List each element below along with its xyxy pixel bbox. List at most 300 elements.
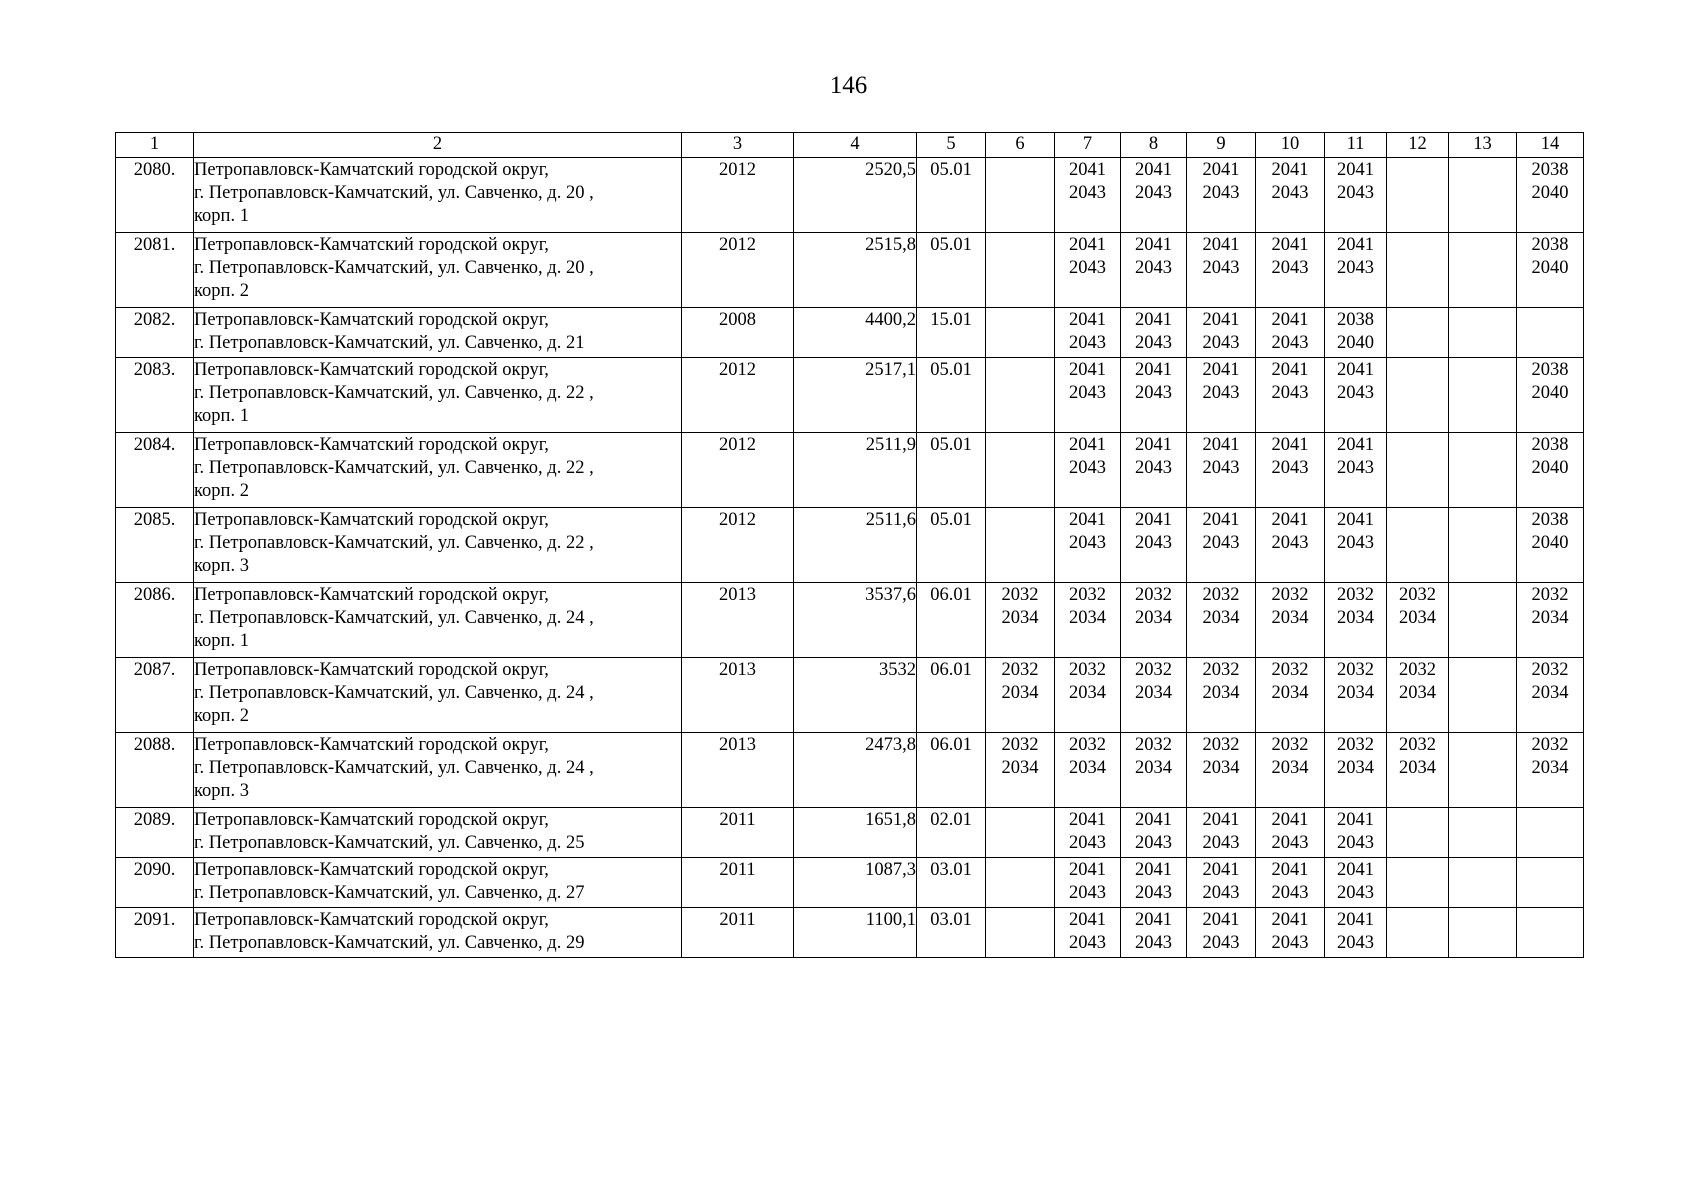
row-number-cell: 2087. [116, 658, 194, 733]
period-cell-6 [986, 658, 1055, 733]
row-number-cell: 2085. [116, 508, 194, 583]
period-cell-14 [1517, 908, 1584, 958]
period-cell-6 [986, 158, 1055, 233]
table-row [116, 908, 1584, 958]
period-year: 2041 [1271, 160, 1309, 180]
row-number-cell: 2090. [116, 858, 194, 908]
period-year: 2041 [1202, 510, 1240, 530]
period-year: 2040 [1531, 183, 1569, 203]
period-cell-8 [1121, 583, 1187, 658]
period-year: 2041 [1271, 310, 1309, 330]
row-number-cell: 2088. [116, 733, 194, 808]
period-year: 2041 [1271, 510, 1309, 530]
period-cell-6 [986, 308, 1055, 358]
period-cell-8 [1121, 508, 1187, 583]
period-cell-10 [1256, 733, 1325, 808]
period-year: 2043 [1202, 183, 1240, 203]
period-year: 2034 [1135, 758, 1172, 778]
period-cell-13 [1449, 658, 1517, 733]
address-line: корп. 1 [194, 206, 249, 226]
column-header: 9 [1187, 133, 1256, 158]
period-cell-9 [1187, 308, 1256, 358]
period-cell-11 [1325, 233, 1387, 308]
year-cell: 2012 [682, 358, 794, 433]
period-year: 2043 [1069, 383, 1106, 403]
period-year: 2043 [1271, 458, 1309, 478]
period-year: 2032 [1337, 660, 1374, 680]
address-line: Петропавловск-Камчатский городской округ, [194, 310, 549, 330]
area-cell: 2517,1 [794, 358, 917, 433]
code-cell: 06.01 [917, 658, 986, 733]
year-cell: 2012 [682, 233, 794, 308]
period-cell-13 [1449, 358, 1517, 433]
period-cell-9 [1187, 908, 1256, 958]
address-line: г. Петропавловск-Камчатский, ул. Савченко, д. 22 , [194, 533, 594, 553]
period-cell-13 [1449, 808, 1517, 858]
code-cell: 03.01 [917, 908, 986, 958]
period-year: 2032 [1271, 735, 1309, 755]
period-year: 2032 [1271, 585, 1309, 605]
period-year: 2041 [1069, 860, 1106, 880]
period-cell-8 [1121, 808, 1187, 858]
table-row [116, 233, 1584, 308]
period-year: 2041 [1135, 435, 1172, 455]
address-line: Петропавловск-Камчатский городской округ, [194, 735, 549, 755]
period-year: 2043 [1202, 258, 1240, 278]
period-year: 2043 [1337, 258, 1374, 278]
period-year: 2034 [1531, 608, 1569, 628]
period-cell-9 [1187, 858, 1256, 908]
period-year: 2034 [1202, 758, 1240, 778]
period-year: 2032 [1399, 735, 1436, 755]
period-cell-11 [1325, 308, 1387, 358]
period-year: 2034 [1399, 608, 1436, 628]
code-cell: 05.01 [917, 233, 986, 308]
period-year: 2032 [1271, 660, 1309, 680]
period-year: 2041 [1271, 235, 1309, 255]
period-cell-7 [1055, 308, 1121, 358]
period-cell-6 [986, 433, 1055, 508]
period-year: 2041 [1069, 435, 1106, 455]
column-header: 11 [1325, 133, 1387, 158]
period-year: 2041 [1271, 360, 1309, 380]
address-line: Петропавловск-Камчатский городской округ, [194, 510, 549, 530]
period-cell-14 [1517, 658, 1584, 733]
period-cell-7 [1055, 158, 1121, 233]
period-year: 2043 [1135, 183, 1172, 203]
period-cell-6 [986, 233, 1055, 308]
year-cell: 2012 [682, 508, 794, 583]
period-year: 2034 [1271, 608, 1309, 628]
address-line: Петропавловск-Камчатский городской округ, [194, 360, 549, 380]
column-header: 4 [794, 133, 917, 158]
period-year: 2032 [1399, 585, 1436, 605]
code-cell: 06.01 [917, 583, 986, 658]
period-year: 2043 [1337, 883, 1374, 903]
address-cell [194, 908, 682, 958]
table-row [116, 358, 1584, 433]
address-line: г. Петропавловск-Камчатский, ул. Савченко, д. 24 , [194, 758, 594, 778]
address-line: г. Петропавловск-Камчатский, ул. Савченко, д. 25 [194, 833, 585, 853]
period-cell-12 [1387, 358, 1449, 433]
period-year: 2038 [1531, 235, 1569, 255]
period-cell-14 [1517, 858, 1584, 908]
period-cell-10 [1256, 908, 1325, 958]
column-header: 7 [1055, 133, 1121, 158]
period-year: 2032 [1001, 660, 1039, 680]
period-year: 2041 [1202, 310, 1240, 330]
code-cell: 03.01 [917, 858, 986, 908]
period-cell-13 [1449, 858, 1517, 908]
period-cell-8 [1121, 358, 1187, 433]
period-year: 2043 [1202, 833, 1240, 853]
address-cell [194, 508, 682, 583]
area-cell: 1651,8 [794, 808, 917, 858]
address-line: корп. 3 [194, 781, 249, 801]
period-year: 2043 [1202, 458, 1240, 478]
period-cell-7 [1055, 733, 1121, 808]
period-year: 2038 [1531, 160, 1569, 180]
period-year: 2038 [1531, 510, 1569, 530]
period-year: 2041 [1337, 435, 1374, 455]
period-cell-11 [1325, 583, 1387, 658]
period-cell-11 [1325, 733, 1387, 808]
period-cell-8 [1121, 858, 1187, 908]
column-header: 14 [1517, 133, 1584, 158]
period-cell-8 [1121, 908, 1187, 958]
period-year: 2041 [1069, 310, 1106, 330]
table-body [116, 158, 1584, 958]
period-year: 2043 [1202, 383, 1240, 403]
period-year: 2034 [1069, 683, 1106, 703]
period-year: 2041 [1337, 510, 1374, 530]
period-year: 2043 [1202, 933, 1240, 953]
period-year: 2038 [1531, 360, 1569, 380]
address-line: Петропавловск-Камчатский городской округ, [194, 910, 549, 930]
column-header: 1 [116, 133, 194, 158]
address-cell [194, 433, 682, 508]
period-cell-12 [1387, 858, 1449, 908]
period-year: 2041 [1202, 810, 1240, 830]
period-year: 2043 [1135, 258, 1172, 278]
period-cell-9 [1187, 358, 1256, 433]
code-cell: 05.01 [917, 433, 986, 508]
period-year: 2034 [1531, 683, 1569, 703]
period-year: 2041 [1202, 160, 1240, 180]
period-cell-7 [1055, 433, 1121, 508]
period-cell-9 [1187, 658, 1256, 733]
period-year: 2043 [1135, 833, 1172, 853]
period-cell-6 [986, 733, 1055, 808]
period-cell-6 [986, 808, 1055, 858]
period-cell-10 [1256, 433, 1325, 508]
period-cell-14 [1517, 358, 1584, 433]
period-year: 2041 [1337, 860, 1374, 880]
period-cell-8 [1121, 233, 1187, 308]
code-cell: 15.01 [917, 308, 986, 358]
row-number-cell: 2086. [116, 583, 194, 658]
column-header: 10 [1256, 133, 1325, 158]
address-line: корп. 2 [194, 281, 249, 301]
period-year: 2043 [1135, 458, 1172, 478]
period-cell-13 [1449, 508, 1517, 583]
period-year: 2043 [1135, 933, 1172, 953]
address-line: г. Петропавловск-Камчатский, ул. Савченко, д. 21 [194, 333, 585, 353]
period-year: 2043 [1271, 883, 1309, 903]
period-cell-11 [1325, 908, 1387, 958]
period-year: 2034 [1337, 608, 1374, 628]
period-cell-7 [1055, 908, 1121, 958]
area-cell: 3532 [794, 658, 917, 733]
period-year: 2040 [1531, 258, 1569, 278]
period-cell-7 [1055, 858, 1121, 908]
period-year: 2043 [1135, 383, 1172, 403]
table-row [116, 858, 1584, 908]
code-cell: 05.01 [917, 508, 986, 583]
address-line: корп. 2 [194, 706, 249, 726]
column-header: 2 [194, 133, 682, 158]
column-header: 3 [682, 133, 794, 158]
period-year: 2041 [1135, 910, 1172, 930]
period-year: 2034 [1337, 758, 1374, 778]
period-year: 2043 [1271, 933, 1309, 953]
table-row [116, 508, 1584, 583]
address-line: г. Петропавловск-Камчатский, ул. Савченко, д. 22 , [194, 458, 594, 478]
period-cell-12 [1387, 808, 1449, 858]
period-year: 2041 [1202, 235, 1240, 255]
period-year: 2043 [1069, 183, 1106, 203]
period-cell-10 [1256, 858, 1325, 908]
address-line: Петропавловск-Камчатский городской округ, [194, 810, 549, 830]
row-number-cell: 2082. [116, 308, 194, 358]
period-cell-14 [1517, 733, 1584, 808]
code-cell: 05.01 [917, 158, 986, 233]
period-year: 2041 [1337, 160, 1374, 180]
period-year: 2043 [1069, 883, 1106, 903]
period-cell-11 [1325, 658, 1387, 733]
period-cell-13 [1449, 233, 1517, 308]
period-year: 2034 [1001, 683, 1039, 703]
year-cell: 2012 [682, 433, 794, 508]
period-cell-10 [1256, 233, 1325, 308]
period-year: 2043 [1069, 333, 1106, 353]
period-year: 2040 [1337, 333, 1374, 353]
year-cell: 2011 [682, 908, 794, 958]
period-year: 2041 [1069, 235, 1106, 255]
period-cell-7 [1055, 358, 1121, 433]
period-year: 2032 [1531, 660, 1569, 680]
period-year: 2043 [1069, 533, 1106, 553]
period-cell-10 [1256, 158, 1325, 233]
period-year: 2040 [1531, 458, 1569, 478]
period-year: 2041 [1337, 360, 1374, 380]
period-cell-12 [1387, 733, 1449, 808]
address-cell [194, 808, 682, 858]
period-year: 2032 [1069, 660, 1106, 680]
period-year: 2034 [1271, 683, 1309, 703]
period-cell-9 [1187, 158, 1256, 233]
period-year: 2043 [1337, 458, 1374, 478]
period-cell-12 [1387, 158, 1449, 233]
period-cell-12 [1387, 583, 1449, 658]
address-line: г. Петропавловск-Камчатский, ул. Савченко, д. 29 [194, 933, 585, 953]
period-year: 2043 [1069, 833, 1106, 853]
period-year: 2032 [1399, 660, 1436, 680]
period-year: 2043 [1337, 183, 1374, 203]
period-year: 2032 [1202, 660, 1240, 680]
period-year: 2032 [1069, 735, 1106, 755]
period-year: 2043 [1337, 533, 1374, 553]
period-year: 2038 [1337, 310, 1374, 330]
period-cell-8 [1121, 158, 1187, 233]
table-row [116, 733, 1584, 808]
period-cell-12 [1387, 308, 1449, 358]
address-cell [194, 858, 682, 908]
period-year: 2041 [1337, 810, 1374, 830]
address-line: корп. 1 [194, 631, 249, 651]
address-cell [194, 733, 682, 808]
period-year: 2040 [1531, 383, 1569, 403]
table-row [116, 308, 1584, 358]
period-cell-8 [1121, 433, 1187, 508]
period-year: 2043 [1337, 933, 1374, 953]
period-cell-14 [1517, 808, 1584, 858]
address-line: г. Петропавловск-Камчатский, ул. Савченко, д. 24 , [194, 608, 594, 628]
period-year: 2034 [1069, 608, 1106, 628]
period-cell-13 [1449, 158, 1517, 233]
area-cell: 2473,8 [794, 733, 917, 808]
period-cell-14 [1517, 508, 1584, 583]
area-cell: 1087,3 [794, 858, 917, 908]
period-cell-11 [1325, 358, 1387, 433]
area-cell: 4400,2 [794, 308, 917, 358]
period-year: 2041 [1069, 510, 1106, 530]
period-year: 2043 [1271, 533, 1309, 553]
address-cell [194, 583, 682, 658]
period-year: 2041 [1202, 360, 1240, 380]
period-year: 2032 [1337, 735, 1374, 755]
period-cell-8 [1121, 308, 1187, 358]
period-year: 2043 [1202, 533, 1240, 553]
period-cell-10 [1256, 508, 1325, 583]
period-cell-12 [1387, 658, 1449, 733]
period-cell-11 [1325, 508, 1387, 583]
year-cell: 2012 [682, 158, 794, 233]
period-year: 2043 [1271, 183, 1309, 203]
address-line: корп. 3 [194, 556, 249, 576]
period-year: 2041 [1135, 860, 1172, 880]
period-year: 2041 [1135, 160, 1172, 180]
row-number-cell: 2089. [116, 808, 194, 858]
period-year: 2034 [1202, 608, 1240, 628]
period-year: 2043 [1271, 383, 1309, 403]
period-year: 2041 [1202, 435, 1240, 455]
table-row [116, 433, 1584, 508]
address-line: г. Петропавловск-Камчатский, ул. Савченко, д. 20 , [194, 258, 594, 278]
period-cell-10 [1256, 358, 1325, 433]
period-cell-7 [1055, 508, 1121, 583]
period-cell-10 [1256, 808, 1325, 858]
period-year: 2041 [1069, 160, 1106, 180]
period-year: 2032 [1337, 585, 1374, 605]
period-year: 2032 [1202, 735, 1240, 755]
year-cell: 2011 [682, 858, 794, 908]
column-number-row [116, 133, 1584, 158]
period-year: 2034 [1399, 683, 1436, 703]
period-year: 2041 [1069, 910, 1106, 930]
address-line: г. Петропавловск-Камчатский, ул. Савченко, д. 27 [194, 883, 585, 903]
column-header: 6 [986, 133, 1055, 158]
period-cell-9 [1187, 508, 1256, 583]
period-year: 2034 [1337, 683, 1374, 703]
period-cell-6 [986, 508, 1055, 583]
area-cell: 3537,6 [794, 583, 917, 658]
period-cell-12 [1387, 908, 1449, 958]
area-cell: 2511,9 [794, 433, 917, 508]
address-line: Петропавловск-Камчатский городской округ, [194, 585, 549, 605]
period-cell-8 [1121, 733, 1187, 808]
period-year: 2040 [1531, 533, 1569, 553]
period-cell-12 [1387, 433, 1449, 508]
address-line: Петропавловск-Камчатский городской округ, [194, 435, 549, 455]
period-cell-7 [1055, 583, 1121, 658]
period-year: 2041 [1135, 810, 1172, 830]
period-cell-14 [1517, 158, 1584, 233]
period-year: 2041 [1135, 310, 1172, 330]
period-year: 2034 [1001, 758, 1039, 778]
period-year: 2032 [1135, 660, 1172, 680]
period-year: 2034 [1531, 758, 1569, 778]
period-year: 2034 [1001, 608, 1039, 628]
period-year: 2034 [1399, 758, 1436, 778]
code-cell: 05.01 [917, 358, 986, 433]
period-year: 2032 [1135, 735, 1172, 755]
address-cell [194, 658, 682, 733]
period-cell-7 [1055, 658, 1121, 733]
code-cell: 06.01 [917, 733, 986, 808]
period-cell-12 [1387, 508, 1449, 583]
year-cell: 2013 [682, 733, 794, 808]
period-cell-7 [1055, 808, 1121, 858]
period-cell-13 [1449, 583, 1517, 658]
column-header: 5 [917, 133, 986, 158]
period-cell-7 [1055, 233, 1121, 308]
period-year: 2043 [1271, 833, 1309, 853]
period-year: 2032 [1069, 585, 1106, 605]
address-line: г. Петропавловск-Камчатский, ул. Савченко, д. 20 , [194, 183, 594, 203]
column-header: 13 [1449, 133, 1517, 158]
period-year: 2041 [1135, 510, 1172, 530]
period-cell-9 [1187, 808, 1256, 858]
period-year: 2034 [1135, 608, 1172, 628]
period-cell-11 [1325, 808, 1387, 858]
table-row [116, 583, 1584, 658]
period-cell-13 [1449, 733, 1517, 808]
period-year: 2032 [1001, 735, 1039, 755]
period-year: 2041 [1271, 435, 1309, 455]
period-cell-9 [1187, 233, 1256, 308]
address-cell [194, 358, 682, 433]
period-cell-13 [1449, 308, 1517, 358]
period-year: 2041 [1202, 860, 1240, 880]
period-year: 2032 [1531, 735, 1569, 755]
area-cell: 2520,5 [794, 158, 917, 233]
period-year: 2043 [1135, 333, 1172, 353]
period-year: 2038 [1531, 435, 1569, 455]
address-line: Петропавловск-Камчатский городской округ, [194, 860, 549, 880]
period-cell-6 [986, 858, 1055, 908]
period-year: 2043 [1202, 883, 1240, 903]
